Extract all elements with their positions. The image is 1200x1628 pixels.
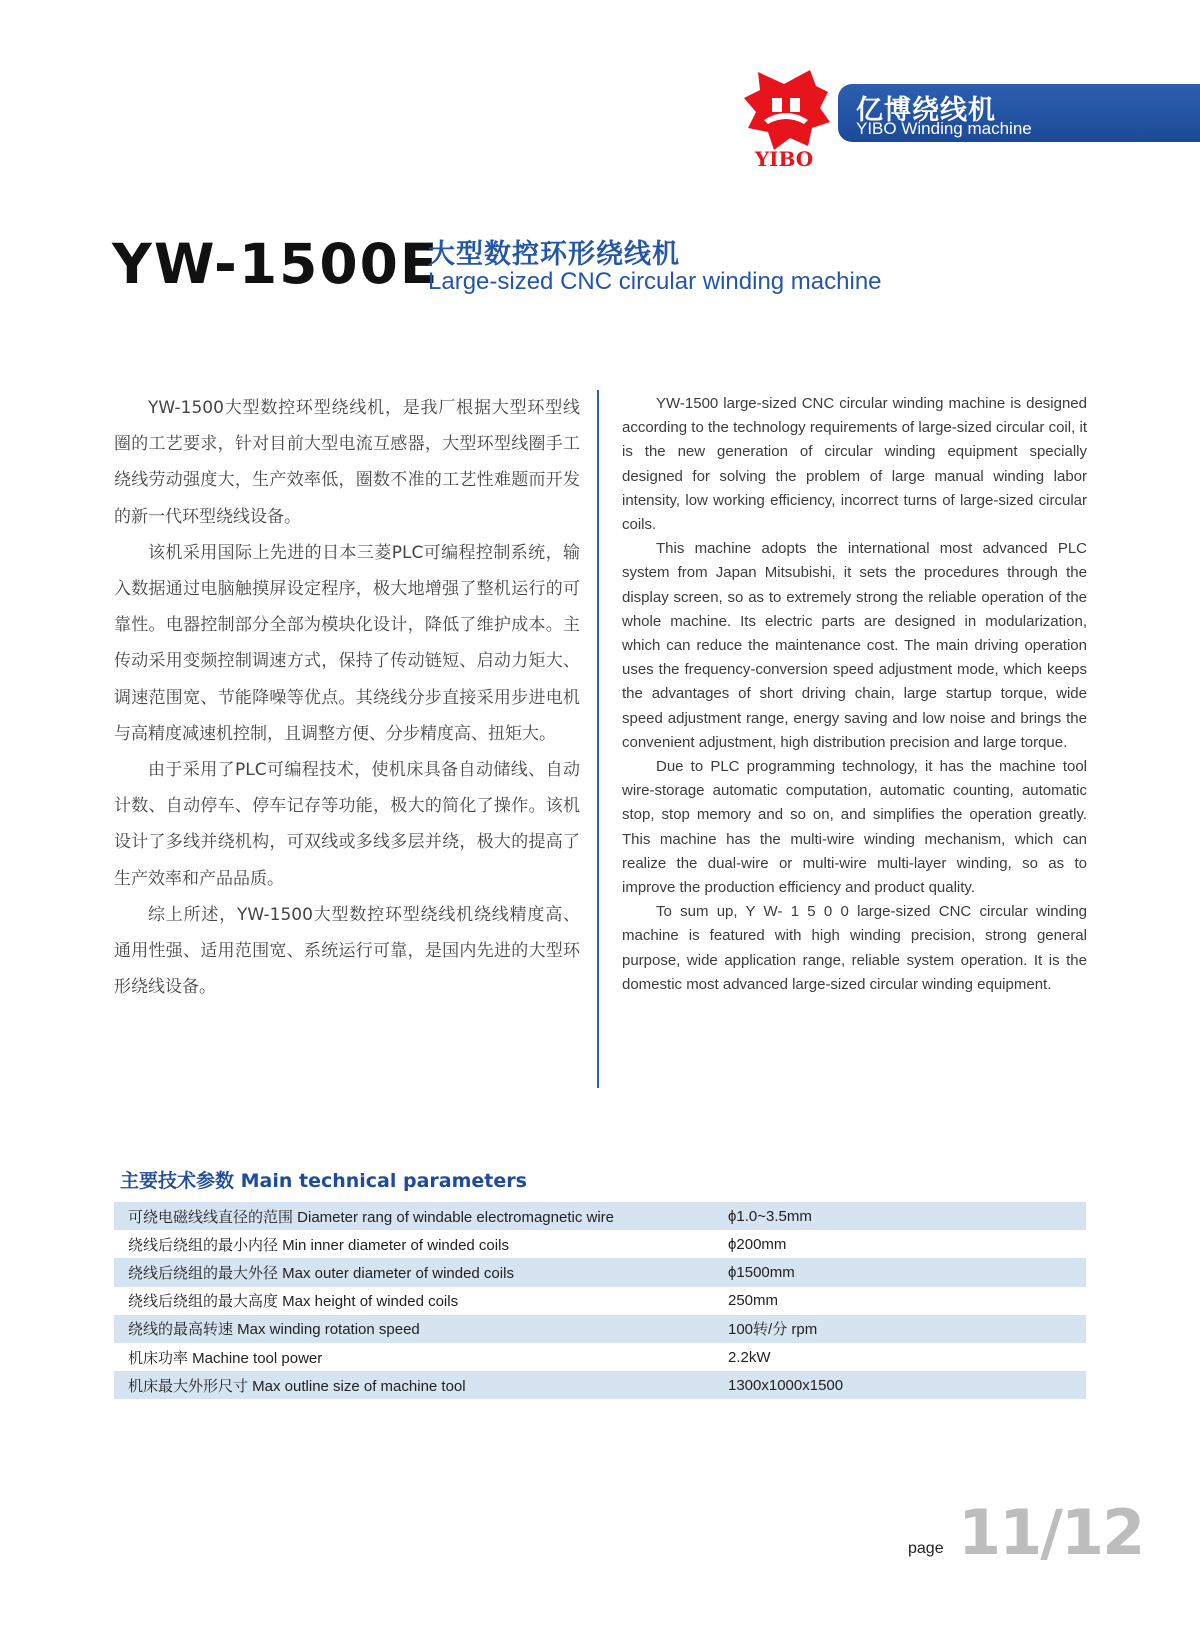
param-value: 250mm	[728, 1292, 779, 1310]
table-row	[114, 1371, 1086, 1399]
table-row	[114, 1287, 1086, 1315]
page-label: page	[908, 1540, 944, 1557]
paragraph-cn: 该机采用国际上先进的日本三菱PLC可编程控制系统，输入数据通过电脑触摸屏设定程序，极大地增强了整机运行的可靠性。电器控制部分全部为模块化设计，降低了维护成本。主传动采用变频控制调速方式，保持了传动链短、启动力矩大、调速范围宽、节能降噪等优点。其绕线分步直接采用步进电机与高精度减速机控制，且调整方便、分步精度高、扭矩大。	[114, 542, 580, 744]
param-value: 1300x1000x1500	[728, 1376, 844, 1394]
paragraph-en: YW-1500 large-sized CNC circular winding machine is designed according to the technology requirements of large-sized circular coil, it is the new generation of circular winding equipment specially designed for solving the problem of large manual winding labor intensity, low working efficiency, incorrect turns of large-sized circular coils.	[622, 395, 1087, 534]
param-name: 绕线后绕组的最小内径 Min inner diameter of winded coils	[128, 1236, 509, 1254]
paragraph-en: Due to PLC programming technology, it has the machine tool wire-storage automatic computation, automatic counting, automatic stop, stop memory and so on, and simplifies the operation greatly. This machine has the multi-wire winding mechanism, which can realize the dual-wire or multi-wire multi-layer winding, so as to improve the production efficiency and product quality.	[622, 758, 1087, 897]
table-row	[114, 1343, 1086, 1371]
paragraph-cn: 由于采用了PLC可编程技术，使机床具备自动储线、自动计数、自动停车、停车记存等功能，极大的简化了操作。该机设计了多线并绕机构，可双线或多线多层并绕，极大的提高了生产效率和产品品质。	[114, 760, 580, 889]
brand-banner	[838, 84, 1200, 142]
product-title-en: Large-sized CNC circular winding machine	[428, 268, 882, 295]
paragraph-en: This machine adopts the international most advanced PLC system from Japan Mitsubishi, it sets the procedures through the display screen, so as to extremely strong the reliable operation of the whole machine. Its electric parts are designed in modularization, which can reduce the maintenance cost. The main driving operation uses the frequency-conversion speed adjustment mode, which keeps the advantages of short driving chain, large startup torque, wide speed adjustment range, energy saving and low noise and brings the convenient adjustment, high distribution precision and large torque.	[622, 540, 1087, 751]
paragraph-cn: YW-1500大型数控环型绕线机，是我厂根据大型环型线圈的工艺要求，针对目前大型电流互感器，大型环型线圈手工绕线劳动强度大，生产效率低，圈数不准的工艺性难题而开发的新一代环型绕线设备。	[114, 398, 580, 527]
param-value: ϕ1500mm	[728, 1263, 795, 1281]
param-name: 机床功率 Machine tool power	[128, 1349, 323, 1367]
paragraph-cn: 综上所述，YW-1500大型数控环型绕线机绕线精度高、通用性强、适用范围宽、系统运行可靠，是国内先进的大型环形绕线设备。	[114, 904, 580, 998]
param-value: ϕ200mm	[728, 1235, 787, 1253]
product-title-cn: 大型数控环形绕线机	[428, 239, 680, 270]
description-cn	[114, 390, 580, 1005]
table-row	[114, 1230, 1086, 1258]
column-divider	[597, 390, 599, 1088]
params-heading: 主要技术参数 Main technical parameters	[120, 1170, 527, 1192]
logo-wordmark: YIBO	[754, 147, 814, 171]
table-row	[114, 1315, 1086, 1343]
description-en	[622, 392, 1087, 997]
param-name: 绕线后绕组的最大高度 Max height of winded coils	[128, 1293, 459, 1311]
param-value: ϕ1.0~3.5mm	[728, 1207, 812, 1225]
param-value: 2.2kW	[728, 1348, 771, 1366]
yibo-logo	[738, 62, 834, 172]
page-number: 11/12	[958, 1496, 1144, 1569]
param-name: 可绕电磁线线直径的范围 Diameter rang of windable electromagnetic wire	[128, 1208, 614, 1226]
param-name: 绕线后绕组的最大外径 Max outer diameter of winded coils	[128, 1264, 514, 1282]
paragraph-en: To sum up, Y W- 1 5 0 0 large-sized CNC circular winding machine is featured with high winding precision, strong general purpose, wide application range, reliable system operation. It is the domestic most advanced large-sized circular winding equipment.	[622, 903, 1087, 993]
params-table	[114, 1202, 1086, 1399]
param-name: 绕线的最高转速 Max winding rotation speed	[128, 1321, 420, 1339]
param-value: 100转/分 rpm	[728, 1321, 818, 1339]
model-number: YW-1500E	[112, 232, 440, 296]
table-row	[114, 1258, 1086, 1286]
brand-name-cn: 亿博绕线机	[856, 95, 996, 126]
param-name: 机床最大外形尺寸 Max outline size of machine tool	[128, 1377, 466, 1395]
brand-name-en: YIBO Winding machine	[856, 119, 1032, 138]
table-row	[114, 1202, 1086, 1230]
